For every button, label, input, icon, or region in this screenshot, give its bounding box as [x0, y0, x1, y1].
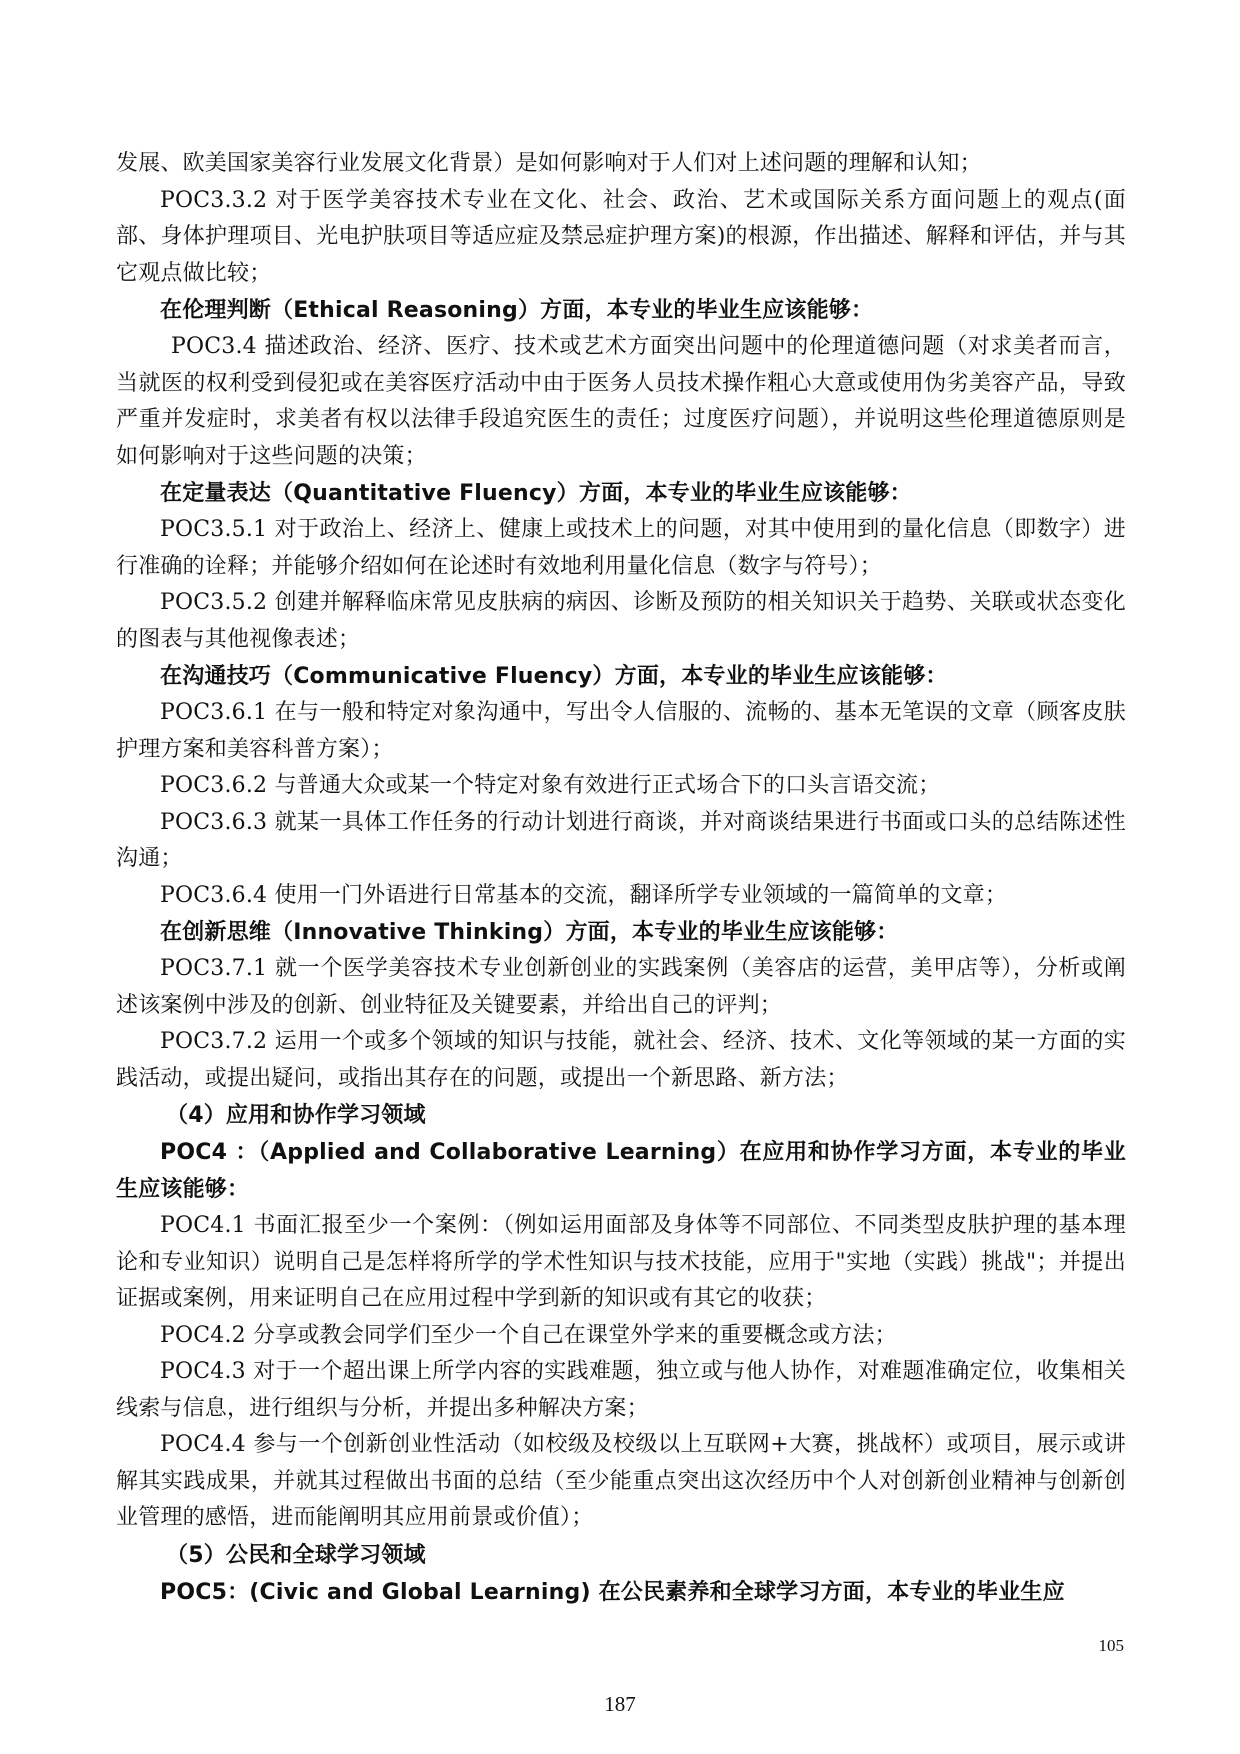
paragraph: POC3.6.1 在与一般和特定对象沟通中，写出令人信服的、流畅的、基本无笔误的文章（顾客皮肤护理方案和美容科普方案）；: [116, 700, 1126, 762]
section-heading: 在定量表达（Quantitative Fluency）方面，本专业的毕业生应该能够：: [160, 481, 912, 506]
paragraph: POC4.4 参与一个创新创业性活动（如校级及校级以上互联网+大赛，挑战杯）或项目，展示或讲解其实践成果，并就其过程做出书面的总结（至少能重点突出这次经历中个人对创新创业精神与创新创业管理的感悟，进而能阐明其应用前景或价值）；: [116, 1432, 1126, 1530]
paragraph: POC3.3.2 对于医学美容技术专业在文化、社会、政治、艺术或国际关系方面问题上的观点(面部、身体护理项目、光电护肤项目等适应症及禁忌症护理方案)的根源，作出描述、解释和评估，并与其它观点做比较；: [116, 187, 1126, 286]
section-heading: 在沟通技巧（Communicative Fluency）方面，本专业的毕业生应该能够：: [160, 664, 948, 689]
paragraph: POC4.3 对于一个超出课上所学内容的实践难题，独立或与他人协作，对难题准确定位，收集相关线索与信息，进行组织与分析，并提出多种解决方案；: [116, 1359, 1126, 1421]
paragraph: POC3.6.4 使用一门外语进行日常基本的交流，翻译所学专业领域的一篇简单的文章；: [160, 882, 1008, 908]
paragraph: POC3.6.2 与普通大众或某一个特定对象有效进行正式场合下的口头言语交流；: [160, 773, 941, 798]
section-heading: POC5：(Civic and Global Learning) 在公民素养和全球学习方面，本专业的毕业生应: [160, 1579, 1065, 1605]
paragraph: POC3.6.3 就某一具体工作任务的行动计划进行商谈，并对商谈结果进行书面或口头的总结陈述性沟通；: [116, 809, 1126, 871]
page-number: 187: [604, 1692, 636, 1716]
section-heading: （5）公民和全球学习领域: [166, 1542, 426, 1568]
paragraph: POC3.5.1 对于政治上、经济上、健康上或技术上的问题，对其中使用到的量化信息（即数字）进行准确的诠释；并能够介绍如何在论述时有效地利用量化信息（数字与符号）；: [116, 517, 1126, 579]
paragraph: POC3.5.2 创建并解释临床常见皮肤病的病因、诊断及预防的相关知识关于趋势、关联或状态变化的图表与其他视像表述；: [116, 590, 1126, 652]
paragraph: POC3.7.1 就一个医学美容技术专业创新创业的实践案例（美容店的运营，美甲店等），分析或阐述该案例中涉及的创新、创业特征及关键要素，并给出自己的评判；: [116, 956, 1126, 1018]
paragraph: POC3.4 描述政治、经济、医疗、技术或艺术方面突出问题中的伦理道德问题（对求美者而言，当就医的权利受到侵犯或在美容医疗活动中由于医务人员技术操作粗心大意或使用伪劣美容产品，导致严重并发症时，求美者有权以法律手段追究医生的责任；过度医疗问题），并说明这些伦理道德原则是如何影响对于这些问题的决策；: [116, 334, 1126, 469]
paragraph: POC3.7.2 运用一个或多个领域的知识与技能，就社会、经济、技术、文化等领域的某一方面的实践活动，或提出疑问，或指出其存在的问题，或提出一个新思路、新方法；: [116, 1029, 1126, 1091]
paragraph: 发展、欧美国家美容行业发展文化背景）是如何影响对于人们对上述问题的理解和认知；: [116, 151, 982, 176]
section-heading: POC4 ：（Applied and Collaborative Learning）在应用和协作学习方面，本专业的毕业生应该能够：: [116, 1140, 1126, 1202]
section-heading: 在伦理判断（Ethical Reasoning）方面，本专业的毕业生应该能够：: [160, 298, 874, 323]
paragraph: POC4.2 分享或教会同学们至少一个自己在课堂外学来的重要概念或方法；: [160, 1322, 897, 1348]
inner-page-number: 105: [1098, 1636, 1124, 1655]
document-body: [116, 146, 1126, 1611]
paragraph: POC4.1 书面汇报至少一个案例：（例如运用面部及身体等不同部位、不同类型皮肤护理的基本理论和专业知识）说明自己是怎样将所学的学术性知识与技术技能，应用于"实地（实践）挑战"；并提出证据或案例，用来证明自己在应用过程中学到新的知识或有其它的收获；: [116, 1213, 1126, 1311]
section-heading: （4）应用和协作学习领域: [166, 1103, 426, 1128]
section-heading: 在创新思维（Innovative Thinking）方面，本专业的毕业生应该能够：: [160, 920, 899, 945]
